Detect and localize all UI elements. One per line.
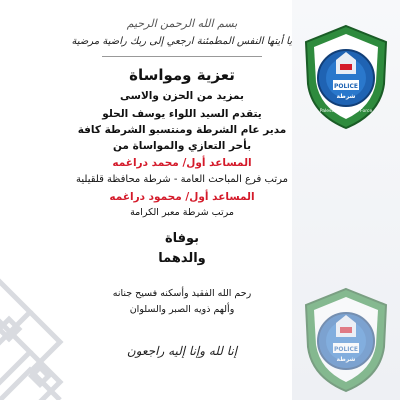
quran-calligraphy: يا أيتها النفس المطمئنة ارجعي إلى ربك راضية مرضية: [71, 36, 292, 47]
logo-label-en: POLICE: [333, 83, 359, 90]
logo-bottom-label-ar: شرطة: [336, 356, 356, 363]
intro-line-4: بأحر التعازي والمواساة من: [112, 140, 252, 152]
closing-calligraphy: إنا لله وإنا إليه راجعون: [126, 344, 238, 358]
logo-ring-text: Palestinian Police Force: [319, 109, 373, 114]
person-2-description: مرتب شرطة معبر الكرامة: [130, 207, 234, 218]
card-title: تعزية ومواساة: [129, 66, 235, 84]
prayer-line-2: وألهم ذويه الصبر والسلوان: [129, 304, 235, 315]
intro-line-3: مدير عام الشرطة ومنتسبو الشرطة كافة: [77, 124, 287, 136]
police-emblem-bottom-watermark: [300, 285, 392, 395]
death-announcement: بوفاة: [164, 231, 200, 246]
intro-line-1: بمزيد من الحزن والاسى: [120, 90, 244, 102]
police-emblem-top: [300, 22, 392, 132]
logo-bottom-label-en: POLICE: [333, 346, 359, 353]
geometric-pattern-ornament: [0, 272, 70, 400]
logo-label-ar: شرطة: [336, 93, 356, 100]
basmala: بسم الله الرحمن الرحيم: [126, 17, 238, 30]
intro-line-2: يتقدم السيد اللواء يوسف الحلو: [102, 108, 262, 120]
person-2-rank-name: المساعد أول/ محمود دراغمه: [109, 191, 255, 203]
person-1-rank-name: المساعد أول/ محمد دراغمه: [112, 157, 252, 169]
prayer-line-1: رحم الله الفقيد وأسكنه فسيح جنانه: [112, 288, 252, 299]
person-1-description: مرتب فرع المباحث العامة - شرطة محافظة قلقيلية: [76, 174, 288, 185]
calligraphy-underline: [102, 56, 262, 57]
condolence-text: [72, 0, 292, 400]
deceased-relation: والدهما: [158, 251, 206, 266]
